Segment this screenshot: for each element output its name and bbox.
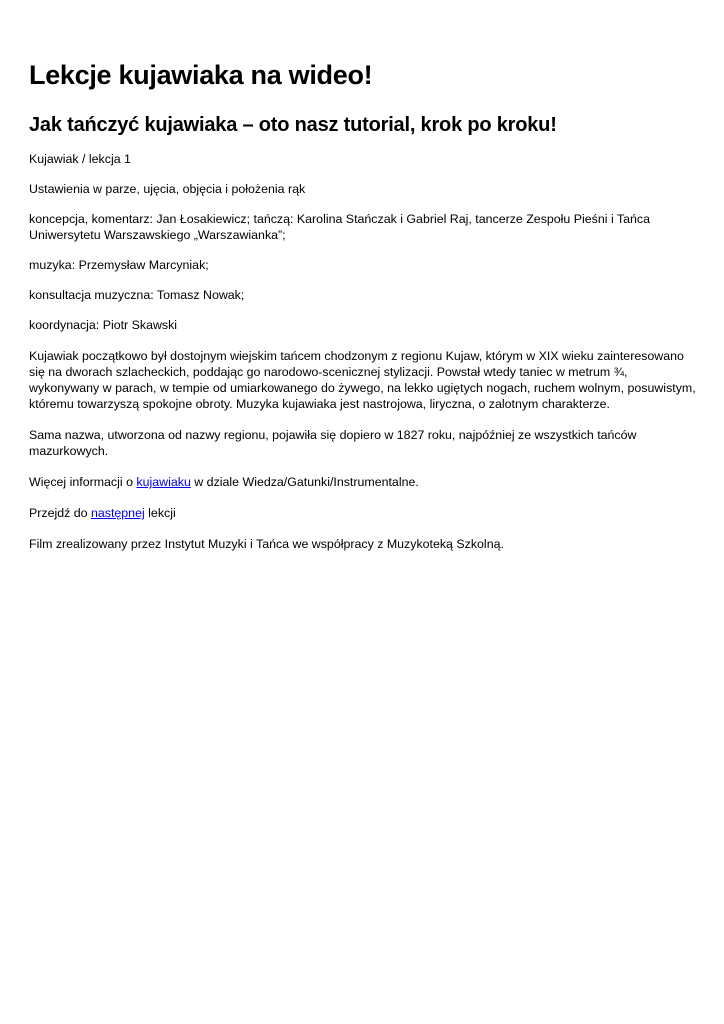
more-info-suffix: w dziale Wiedza/Gatunki/Instrumentalne. xyxy=(190,475,419,489)
more-info-paragraph xyxy=(29,474,697,490)
music-credit: muzyka: Przemysław Marcyniak; xyxy=(29,258,209,272)
kujawiak-link[interactable]: kujawiaku xyxy=(136,475,191,489)
page-title: Lekcje kujawiaka na wideo! xyxy=(29,60,373,90)
description-paragraph: Kujawiak początkowo był dostojnym wiejskim tańcem chodzonym z regionu Kujaw, którym w XIX wieku zainteresowano się na dworach szlacheckich, poddając go narodowo-scenicznej stylizacji. Powstał wtedy taniec w metrum ¾, wykonywany w parach, w tempie od umiarkowanego do żywego, na lekko ugiętych nogach, ruchem wolnym, posuwistym, któremu towarzyszą spokojne obroty. Muzyka kujawiaka jest nastrojowa, liryczna, o zalotnym charakterze. xyxy=(29,349,696,411)
document-page xyxy=(29,58,697,552)
lesson-topic: Ustawienia w parze, ujęcia, objęcia i położenia rąk xyxy=(29,182,306,196)
lesson-label: Kujawiak / lekcja 1 xyxy=(29,152,131,166)
coordination-credit: koordynacja: Piotr Skawski xyxy=(29,318,178,332)
page-subtitle: Jak tańczyć kujawiaka – oto nasz tutorial, krok po kroku! xyxy=(29,114,557,136)
name-origin-paragraph: Sama nazwa, utworzona od nazwy regionu, pojawiła się dopiero w 1827 roku, najpóźniej ze wszystkich tańców mazurkowych. xyxy=(29,428,637,458)
next-lesson-suffix: lekcji xyxy=(144,506,176,520)
more-info-prefix: Więcej informacji o xyxy=(29,475,137,489)
next-lesson-prefix: Przejdź do xyxy=(29,506,91,520)
consultation-credit: konsultacja muzyczna: Tomasz Nowak; xyxy=(29,288,245,302)
credits-paragraph: koncepcja, komentarz: Jan Łosakiewicz; tańczą: Karolina Stańczak i Gabriel Raj, tancerze Zespołu Pieśni i Tańca Uniwersytetu Warszawskiego „Warszawianka”; xyxy=(29,212,650,242)
next-lesson-link[interactable]: następnej xyxy=(90,506,145,520)
next-lesson-paragraph xyxy=(29,505,697,521)
film-credit: Film zrealizowany przez Instytut Muzyki i Tańca we współpracy z Muzykoteką Szkolną. xyxy=(29,537,504,551)
